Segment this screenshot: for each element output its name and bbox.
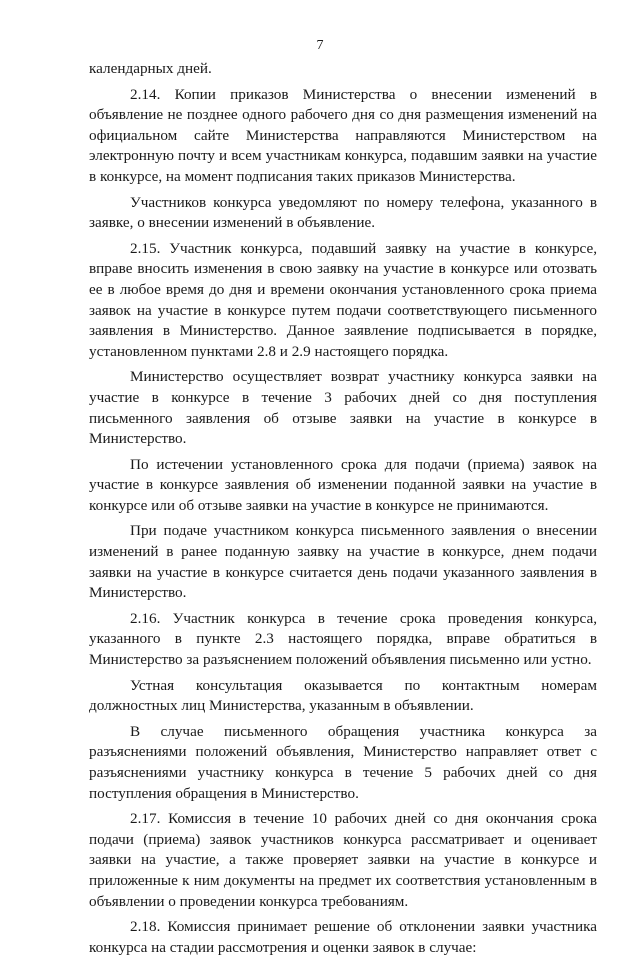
page-number: 7 bbox=[316, 38, 324, 53]
paragraph-2-16: 2.16. Участник конкурса в течение срока проведения конкурса, указанного в пункте 2.3 настоящего порядка, вправе обратиться в Министерство за разъяснением положений объявления письменно или устно. bbox=[89, 609, 597, 669]
paragraph-2-17: 2.17. Комиссия в течение 10 рабочих дней со дня окончания срока подачи (приема) заявок участников конкурса рассматривает и оценивает заявки на участие, а также проверяет заявки на участие в конкурсе и приложенные к ним документы на предмет их соответствия установленным в объявлении о проведении конкурса требованиям. bbox=[89, 810, 597, 910]
paragraph-2-18: 2.18. Комиссия принимает решение об отклонении заявки участника конкурса на стадии рассмотрения и оценки заявок в случае: bbox=[89, 918, 597, 956]
paragraph-deadline: По истечении установленного срока для подачи (приема) заявок на участие в конкурсе заявления об изменении поданной заявки на участие в конкурсе или об отзыве заявки на участие в конкурсе не принимаются. bbox=[89, 455, 597, 514]
paragraph-2-15: 2.15. Участник конкурса, подавший заявку на участие в конкурсе, вправе вносить изменения в свою заявку на участие в конкурсе или отозвать ее в любое время до дня и времени окончания установленного срока приема заявок на участие в конкурсе путем подачи соответствующего письменного заявления в Министерство. Данное заявление подписывается в порядке, установленном пунктами 2.8 и 2.9 настоящего порядка. bbox=[89, 239, 597, 360]
paragraph-return: Министерство осуществляет возврат участнику конкурса заявки на участие в конкурсе в течение 3 рабочих дней со дня поступления письменного заявления об отзыве заявки на участие в конкурсе в Министерство. bbox=[89, 368, 597, 448]
paragraph-notification: Участников конкурса уведомляют по номеру телефона, указанного в заявке, о внесении изменений в объявление. bbox=[89, 193, 597, 232]
paragraph-submission-day: При подаче участником конкурса письменного заявления о внесении изменений в ранее поданную заявку на участие в конкурсе, днем подачи заявки на участие в конкурсе считается день подачи указанного заявления в Министерство. bbox=[89, 522, 597, 602]
document-body bbox=[89, 59, 597, 963]
paragraph-continuation: календарных дней. bbox=[89, 60, 212, 77]
paragraph-oral-consultation: Устная консультация оказывается по контактным номерам должностных лиц Министерства, указанным в объявлении. bbox=[89, 676, 597, 715]
paragraph-2-14: 2.14. Копии приказов Министерства о внесении изменений в объявление не позднее одного рабочего дня со дня размещения изменений на официальном сайте Министерства направляются Министерством на электронную почту и всем участникам конкурса, подавшим заявки на участие в конкурсе, на момент подписания таких приказов Министерства. bbox=[89, 85, 597, 185]
paragraph-written-request: В случае письменного обращения участника конкурса за разъяснениями положений объявления, Министерство направляет ответ с разъяснениями участнику конкурса в течение 5 рабочих дней со дня поступления обращения в Министерство. bbox=[89, 722, 597, 802]
